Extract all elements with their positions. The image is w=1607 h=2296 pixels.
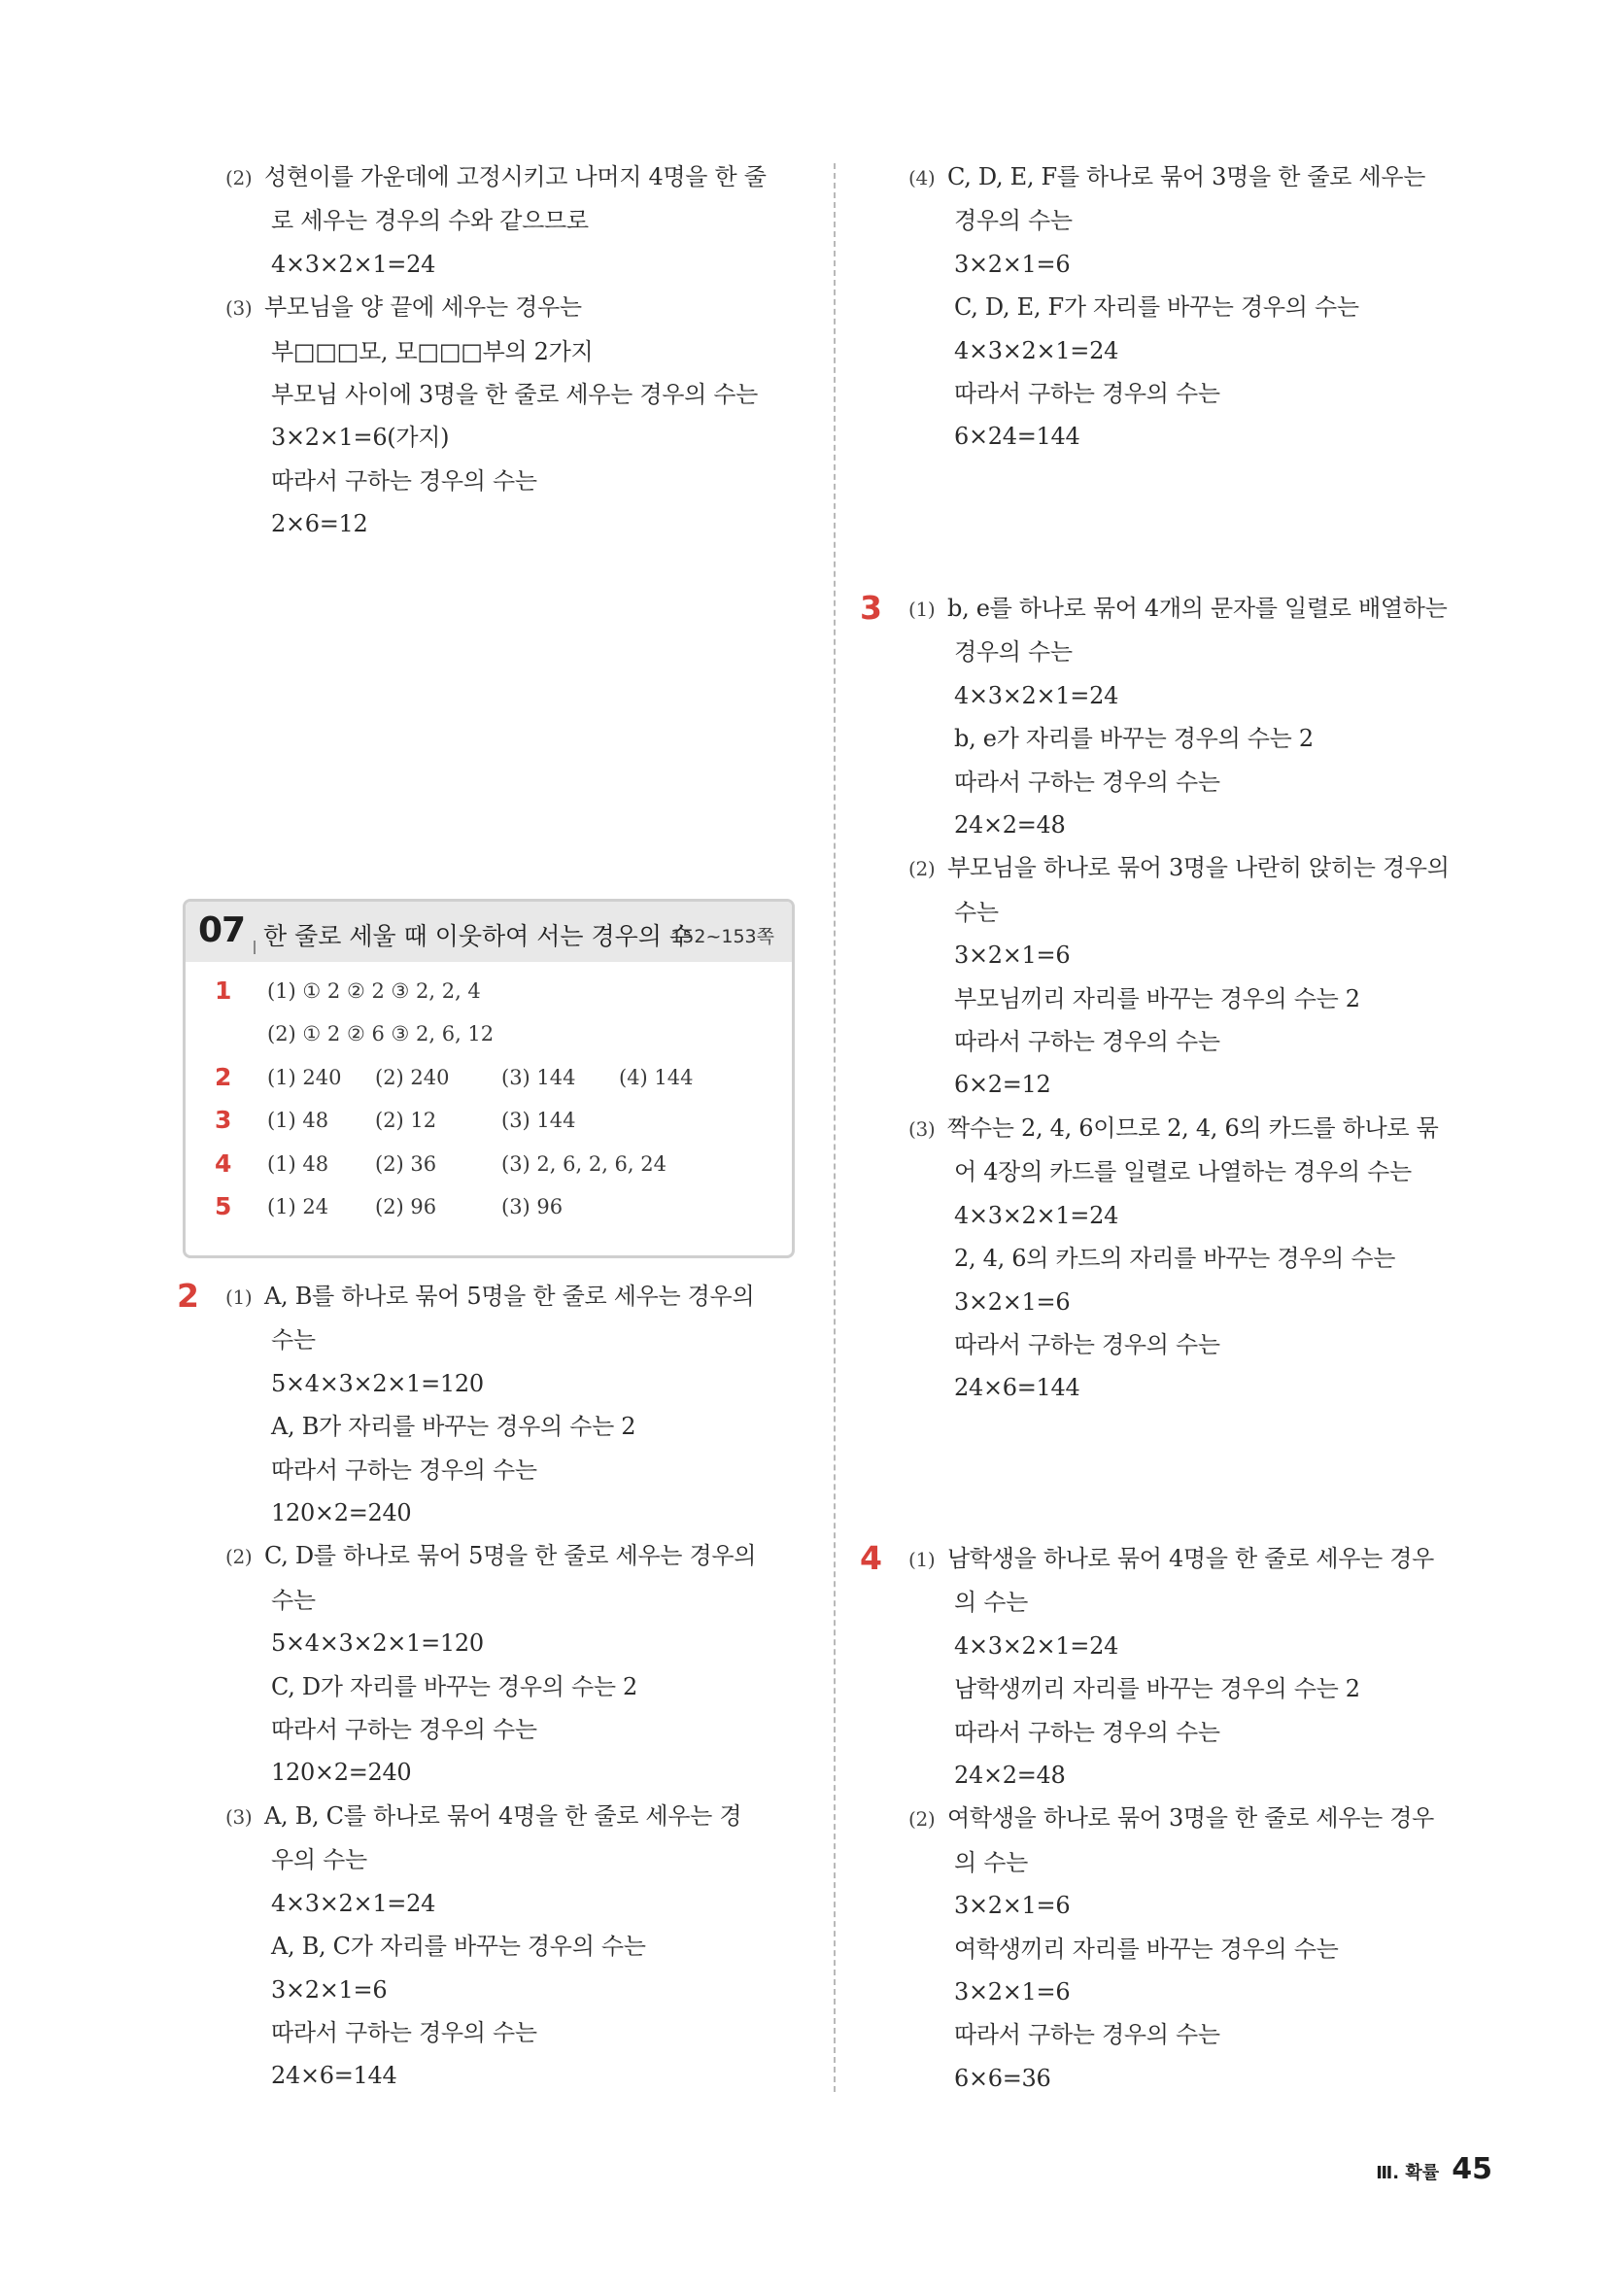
answer-row <box>186 1099 792 1142</box>
solution-text: 부모님끼리 자리를 바꾸는 경우의 수는 2 <box>954 984 1360 1012</box>
solution-line <box>908 846 1491 890</box>
solution-line <box>225 1925 799 1968</box>
solution-line <box>225 1708 799 1751</box>
answer-item: (3) 2, 6, 2, 6, 24 <box>501 1151 667 1176</box>
solution-line <box>908 674 1491 717</box>
solution-text: C, D가 자리를 바꾸는 경우의 수는 2 <box>271 1672 638 1700</box>
sub-question-label: (2) <box>908 857 936 881</box>
solution-text: 3×2×1=6 <box>954 250 1071 278</box>
solution-text: 부모님을 양 끝에 세우는 경우는 <box>264 293 582 322</box>
solution-line <box>225 1795 799 1838</box>
problem-4-solution <box>860 1537 1491 2100</box>
solution-line <box>908 1884 1491 1927</box>
solution-text: 우의 수는 <box>271 1846 367 1874</box>
solution-line <box>225 1534 799 1578</box>
solution-text: 짝수는 2, 4, 6이므로 2, 4, 6의 카드를 하나로 묶 <box>947 1114 1439 1142</box>
solution-line <box>225 416 799 459</box>
solution-line <box>225 1275 799 1319</box>
solution-line <box>225 155 799 199</box>
solution-line <box>225 1491 799 1534</box>
solution-text: 4×3×2×1=24 <box>954 681 1119 709</box>
solution-text: 3×2×1=6 <box>954 1978 1071 2006</box>
solution-line <box>908 372 1491 415</box>
answer-item: (3) 96 <box>501 1194 564 1218</box>
chapter-label: Ⅲ. 확률 <box>1376 2163 1440 2183</box>
solution-text: b, e를 하나로 묶어 4개의 문자를 일렬로 배열하는 <box>947 595 1448 622</box>
solution-text: 120×2=240 <box>271 1499 412 1527</box>
page-number: 45 <box>1452 2152 1492 2186</box>
solution-line <box>908 891 1491 934</box>
problem-3-column <box>860 587 1491 1410</box>
solution-text: 따라서 구하는 경우의 수는 <box>954 380 1220 408</box>
solution-text: 따라서 구하는 경우의 수는 <box>954 1330 1220 1358</box>
left-top-solution <box>225 155 799 546</box>
solution-line <box>225 2011 799 2054</box>
header-tick-mark <box>254 941 256 954</box>
sub-question-label: (2) <box>225 166 253 189</box>
solution-line <box>908 1194 1491 1237</box>
solution-line <box>225 1579 799 1622</box>
answer-number: 4 <box>215 1148 232 1178</box>
solution-line <box>908 1150 1491 1193</box>
answer-item: (1) ① 2 ② 2 ③ 2, 2, 4 <box>267 979 481 1003</box>
solution-text: 3×2×1=6(가지) <box>271 424 450 452</box>
answer-row <box>186 1056 792 1099</box>
sub-question-label: (2) <box>908 1807 936 1832</box>
right-column <box>908 155 1491 459</box>
solution-text: 여학생을 하나로 묶어 3명을 한 줄로 세우는 경우 <box>947 1804 1435 1833</box>
solution-line <box>908 1323 1491 1366</box>
solution-line <box>225 330 799 373</box>
answer-box-header <box>186 902 792 962</box>
sub-question-label: (1) <box>908 1548 936 1571</box>
problem-4-number: 4 <box>860 1539 882 1577</box>
solution-text: 4×3×2×1=24 <box>271 1889 436 1917</box>
solution-text: 따라서 구하는 경우의 수는 <box>954 2021 1220 2049</box>
column-divider <box>834 163 836 2092</box>
solution-line <box>908 1063 1491 1106</box>
answer-item: (1) 24 <box>267 1194 329 1218</box>
solution-line <box>908 1537 1491 1581</box>
solution-text: 의 수는 <box>954 1848 1028 1876</box>
solution-text: 의 수는 <box>954 1589 1028 1617</box>
solution-text: 따라서 구하는 경우의 수는 <box>954 1028 1220 1056</box>
solution-line <box>225 1751 799 1794</box>
solution-text: 4×3×2×1=24 <box>954 1631 1119 1660</box>
page-range: 152~153쪽 <box>670 926 774 947</box>
solution-text: A, B가 자리를 바꾸는 경우의 수는 2 <box>271 1413 636 1441</box>
solution-line <box>225 373 799 416</box>
answer-summary-box <box>183 899 795 1258</box>
left-column <box>225 155 799 546</box>
answer-item: (3) 144 <box>501 1109 576 1133</box>
solution-line <box>908 286 1491 328</box>
solution-text: 24×2=48 <box>954 1762 1066 1790</box>
solution-text: A, B, C를 하나로 묶어 4명을 한 줄로 세우는 경 <box>264 1801 742 1830</box>
solution-line <box>225 1665 799 1708</box>
answer-row <box>186 970 792 1012</box>
answer-item: (3) 144 <box>501 1065 576 1089</box>
solution-text: 120×2=240 <box>271 1759 412 1787</box>
solution-line <box>908 1281 1491 1323</box>
solution-line <box>225 1449 799 1491</box>
solution-line <box>225 460 799 502</box>
solution-line <box>908 2057 1491 2100</box>
answer-item: (1) 240 <box>267 1065 342 1089</box>
solution-text: 부□□□모, 모□□□부의 2가지 <box>271 337 594 365</box>
solution-line <box>908 1107 1491 1150</box>
solution-line <box>908 1366 1491 1409</box>
sub-question-label: (3) <box>225 1804 253 1829</box>
solution-text: C, D를 하나로 묶어 5명을 한 줄로 세우는 경우의 <box>264 1542 757 1570</box>
solution-text: 남학생끼리 자리를 바꾸는 경우의 수는 2 <box>954 1675 1360 1703</box>
sub-question-label: (1) <box>225 1285 253 1309</box>
solution-text: C, D, E, F가 자리를 바꾸는 경우의 수는 <box>954 293 1359 322</box>
solution-text: 24×6=144 <box>954 1374 1080 1402</box>
solution-line <box>908 1797 1491 1840</box>
solution-line <box>908 2013 1491 2056</box>
solution-text: 따라서 구하는 경우의 수는 <box>954 768 1220 796</box>
solution-text: 따라서 구하는 경우의 수는 <box>271 1716 537 1744</box>
solution-text: b, e가 자리를 바꾸는 경우의 수는 2 <box>954 725 1314 753</box>
solution-line <box>908 199 1491 242</box>
solution-line <box>225 1838 799 1881</box>
solution-text: 4×3×2×1=24 <box>954 336 1119 364</box>
answer-item: (2) 240 <box>375 1065 450 1089</box>
sub-question-label: (2) <box>225 1545 253 1569</box>
sub-question-label: (3) <box>908 1116 936 1141</box>
solution-text: 4×3×2×1=24 <box>954 1201 1119 1229</box>
solution-line <box>225 1319 799 1361</box>
solution-line <box>908 977 1491 1020</box>
solution-line <box>225 1362 799 1405</box>
answer-row <box>186 1185 792 1228</box>
solution-text: 남학생을 하나로 묶어 4명을 한 줄로 세우는 경우 <box>947 1545 1435 1572</box>
solution-line <box>225 286 799 329</box>
problem-2-number: 2 <box>177 1277 199 1315</box>
solution-text: 따라서 구하는 경우의 수는 <box>954 1718 1220 1746</box>
solution-text: 5×4×3×2×1=120 <box>271 1369 484 1397</box>
answer-item: (2) ① 2 ② 6 ③ 2, 6, 12 <box>267 1022 495 1046</box>
solution-text: 3×2×1=6 <box>271 1975 388 2004</box>
solution-line <box>908 804 1491 846</box>
solution-line <box>908 631 1491 673</box>
answer-row <box>186 1143 792 1185</box>
answer-row <box>186 1012 792 1055</box>
solution-text: A, B, C가 자리를 바꾸는 경우의 수는 <box>271 1933 646 1961</box>
solution-text: 2×6=12 <box>271 510 368 538</box>
section-number: 07 <box>198 910 246 950</box>
solution-line <box>908 1711 1491 1754</box>
answer-item: (2) 96 <box>375 1194 437 1218</box>
solution-line <box>225 1622 799 1664</box>
solution-line <box>908 587 1491 631</box>
solution-text: 6×24=144 <box>954 423 1080 451</box>
solution-line <box>908 1754 1491 1797</box>
solution-line <box>908 1020 1491 1063</box>
solution-text: 부모님 사이에 3명을 한 줄로 세우는 경우의 수는 <box>271 381 759 409</box>
solution-text: 수는 <box>271 1586 316 1614</box>
answer-item: (2) 12 <box>375 1109 437 1133</box>
solution-text: 따라서 구하는 경우의 수는 <box>271 466 537 495</box>
solution-text: 여학생끼리 자리를 바꾸는 경우의 수는 <box>954 1935 1339 1963</box>
solution-line <box>225 1882 799 1925</box>
solution-text: 3×2×1=6 <box>954 1892 1071 1920</box>
solution-text: 5×4×3×2×1=120 <box>271 1629 484 1658</box>
solution-text: 수는 <box>271 1326 316 1354</box>
solution-line <box>225 1969 799 2011</box>
solution-line <box>908 717 1491 760</box>
problem-3-solution <box>860 587 1491 1410</box>
solution-line <box>908 1928 1491 1970</box>
solution-line <box>908 155 1491 199</box>
page-footer <box>1376 2152 1492 2186</box>
solution-text: 24×2=48 <box>954 811 1066 840</box>
solution-text: 6×6=36 <box>954 2064 1051 2092</box>
solution-line <box>908 1581 1491 1624</box>
answer-number: 1 <box>215 977 232 1005</box>
sub-question-label: (4) <box>908 166 936 189</box>
solution-line <box>225 243 799 286</box>
answer-item: (4) 144 <box>619 1065 694 1089</box>
problem-2-solution <box>177 1275 799 2098</box>
solution-line <box>225 1405 799 1448</box>
solution-text: C, D, E, F를 하나로 묶어 3명을 한 줄로 세우는 <box>947 163 1426 190</box>
solution-text: 3×2×1=6 <box>954 1287 1071 1316</box>
solution-text: 경우의 수는 <box>954 207 1073 235</box>
solution-text: 따라서 구하는 경우의 수는 <box>271 1456 537 1484</box>
problem-4-column <box>860 1537 1491 2100</box>
solution-text: A, B를 하나로 묶어 5명을 한 줄로 세우는 경우의 <box>264 1283 755 1310</box>
sub-question-label: (1) <box>908 598 936 621</box>
solution-text: 로 세우는 경우의 수와 같으므로 <box>271 207 589 235</box>
solution-line <box>908 329 1491 372</box>
solution-line <box>908 1667 1491 1710</box>
solution-line <box>225 199 799 242</box>
solution-text: 어 4장의 카드를 일렬로 나열하는 경우의 수는 <box>954 1158 1412 1186</box>
solution-text: 수는 <box>954 898 999 926</box>
solution-line <box>908 934 1491 977</box>
sub-question-label: (3) <box>225 296 253 321</box>
solution-text: 2, 4, 6의 카드의 자리를 바꾸는 경우의 수는 <box>954 1245 1396 1273</box>
solution-text: 따라서 구하는 경우의 수는 <box>271 2018 537 2046</box>
solution-line <box>225 502 799 545</box>
solution-line <box>908 415 1491 458</box>
answer-list <box>186 962 792 1228</box>
solution-text: 6×2=12 <box>954 1071 1051 1099</box>
solution-line <box>908 1970 1491 2013</box>
answer-item: (1) 48 <box>267 1109 329 1133</box>
section-title: 한 줄로 세울 때 이웃하여 서는 경우의 수 <box>263 922 694 950</box>
solution-text: 부모님을 하나로 묶어 3명을 나란히 앉히는 경우의 <box>947 854 1450 882</box>
solution-text: 성현이를 가운데에 고정시키고 나머지 4명을 한 줄 <box>264 163 767 190</box>
answer-number: 3 <box>215 1106 232 1135</box>
solution-line <box>225 2054 799 2097</box>
solution-line <box>908 243 1491 286</box>
right-top-solution <box>908 155 1491 459</box>
problem-2-column <box>177 1275 799 2098</box>
answer-item: (1) 48 <box>267 1151 329 1176</box>
problem-3-number: 3 <box>860 589 882 627</box>
solution-line <box>908 1625 1491 1667</box>
solution-line <box>908 761 1491 804</box>
answer-item: (2) 36 <box>375 1151 437 1176</box>
answer-number: 5 <box>215 1191 232 1220</box>
solution-text: 24×6=144 <box>271 2062 397 2090</box>
solution-line <box>908 1841 1491 1884</box>
solution-text: 4×3×2×1=24 <box>271 250 436 278</box>
solution-text: 경우의 수는 <box>954 638 1073 667</box>
answer-number: 2 <box>215 1062 232 1091</box>
solution-line <box>908 1237 1491 1280</box>
solution-text: 3×2×1=6 <box>954 942 1071 970</box>
